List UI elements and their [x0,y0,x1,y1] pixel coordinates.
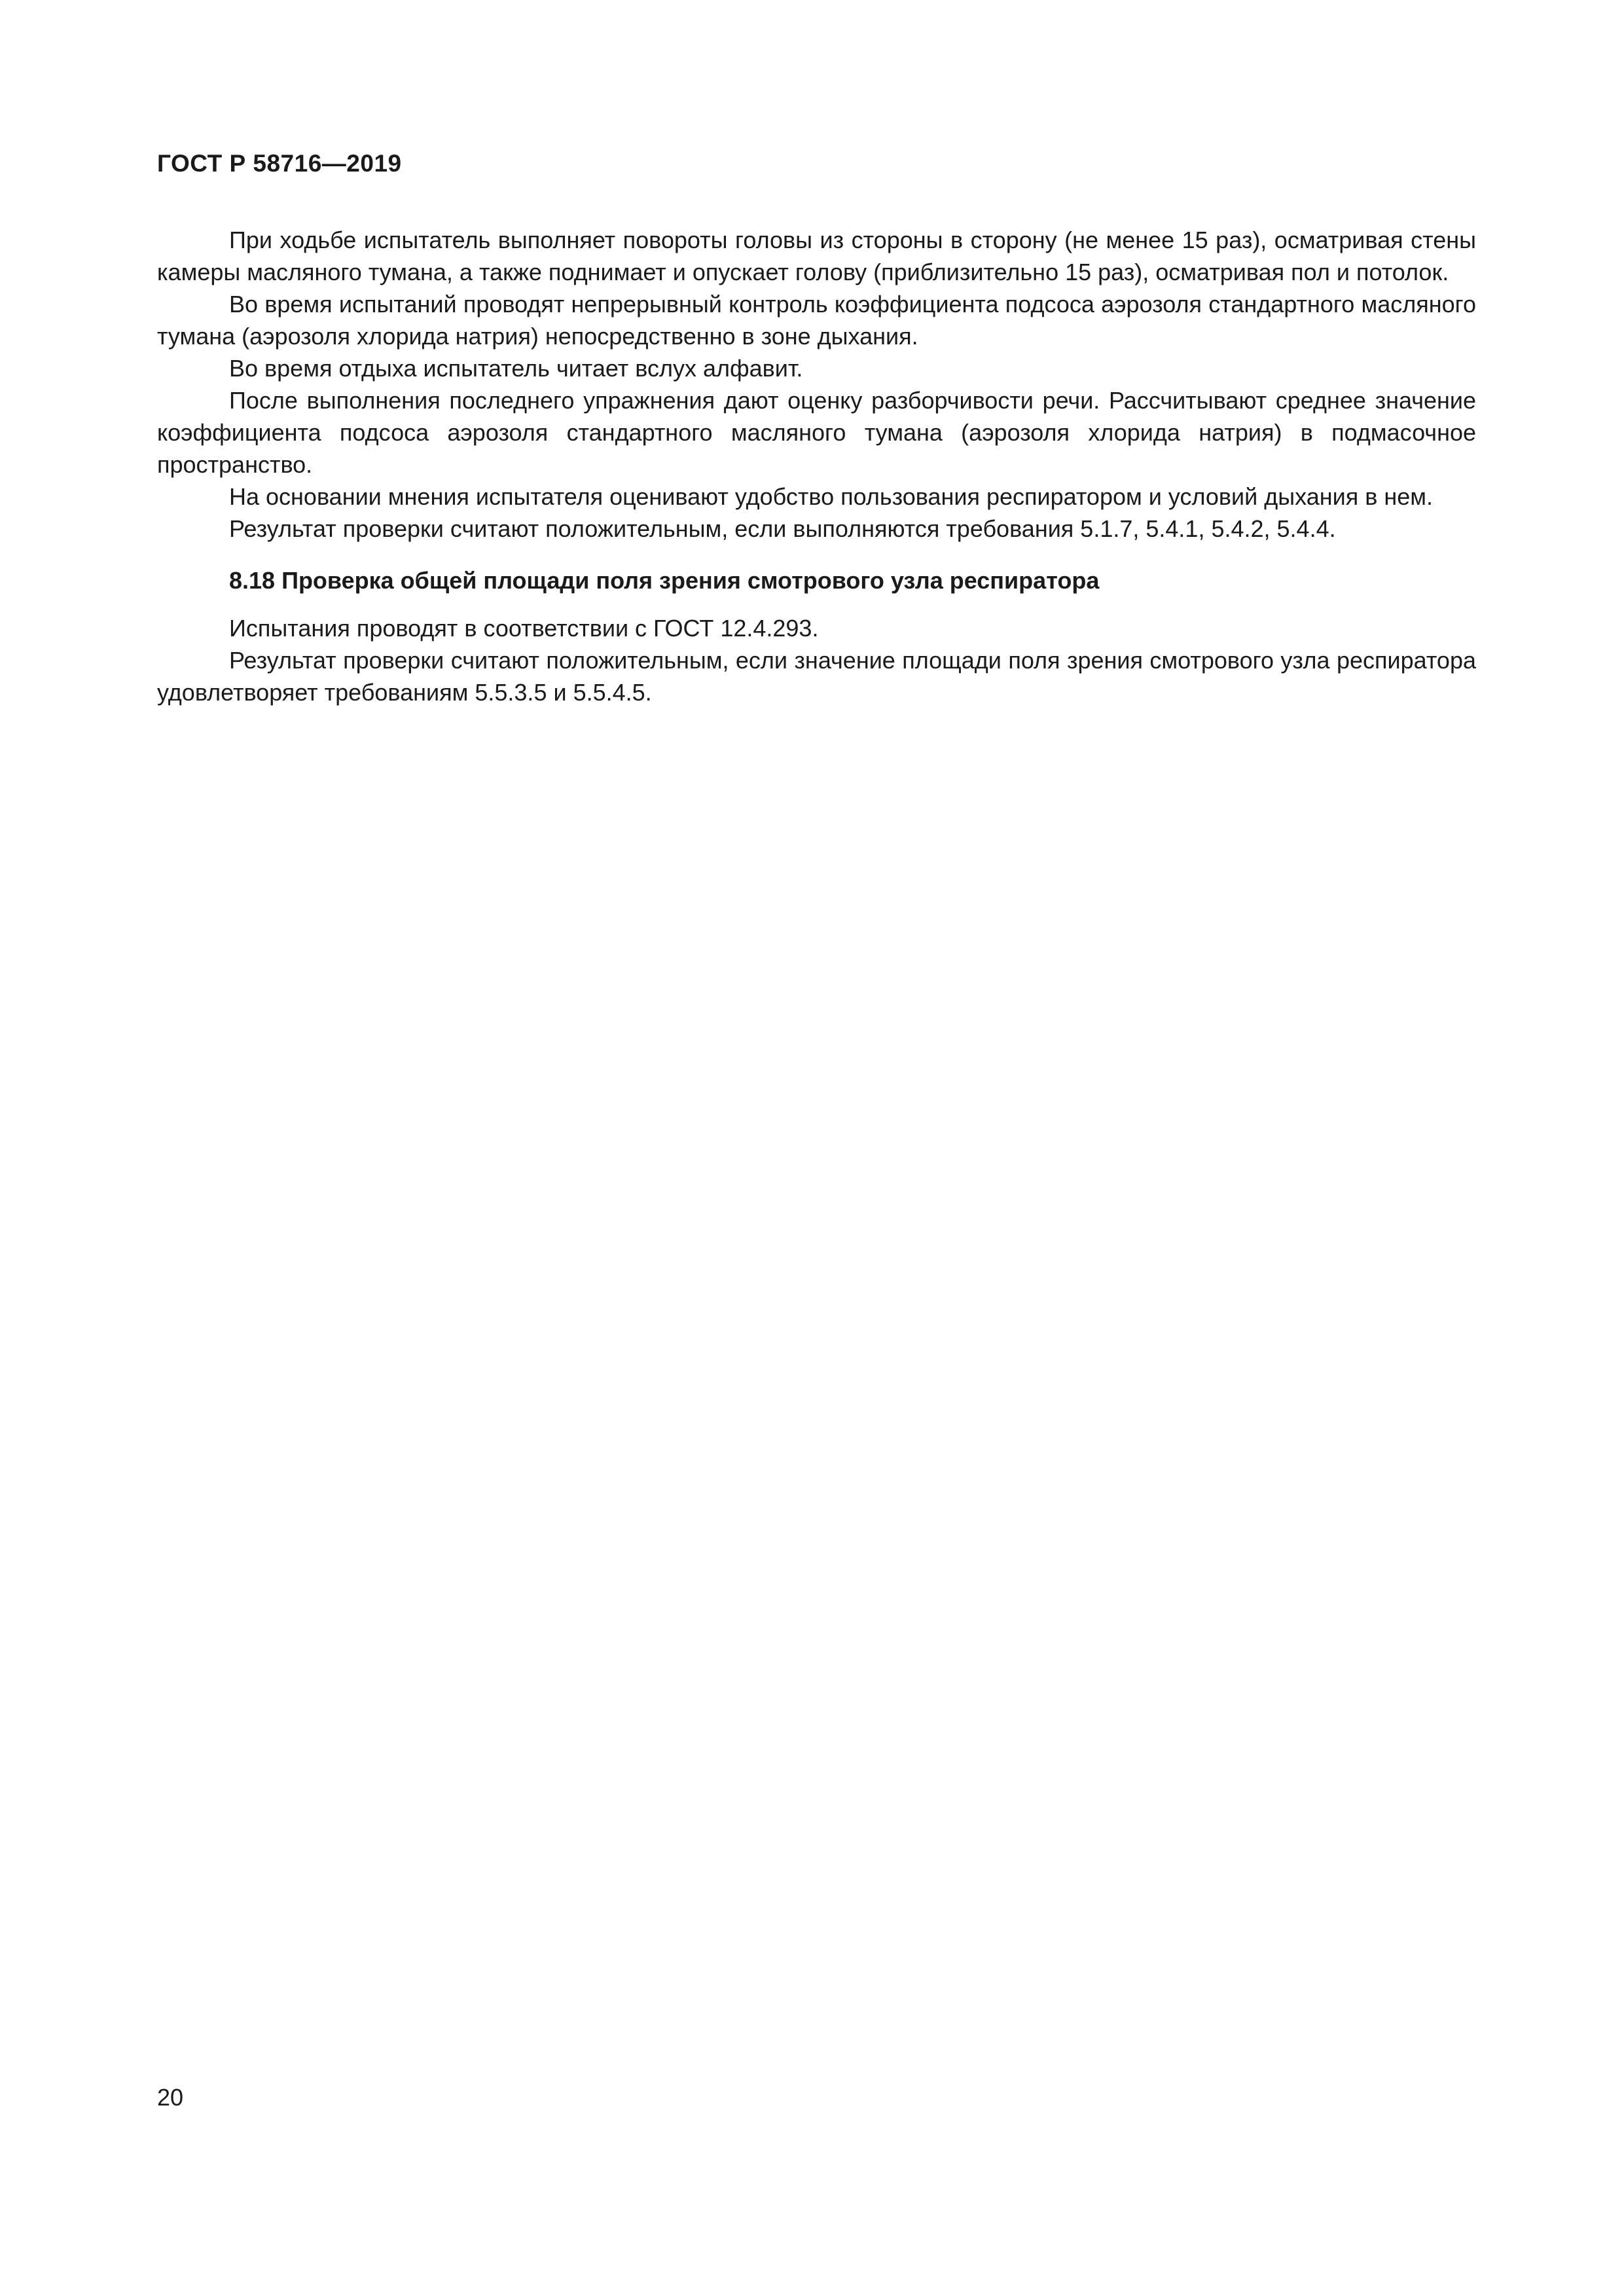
paragraph-continuous-control: Во время испытаний проводят непрерывный контроль коэффициента подсоса аэрозоля стандартного масляного тумана (аэрозоля хлорида натрия) непосредственно в зоне дыхания. [157,291,1476,350]
paragraph-speech-intelligibility: После выполнения последнего упражнения дают оценку разборчивости речи. Рассчитывают среднее значение коэффициента подсоса аэрозоля стандартного масляного тумана (аэрозоля хлорида натрия) в подмасочное пространство. [157,387,1476,478]
document-code-header: ГОСТ Р 58716—2019 [157,150,402,177]
page-number: 20 [157,2084,184,2111]
paragraph-rest-alphabet: Во время отдыха испытатель читает вслух алфавит. [229,355,803,382]
paragraph-result-requirements: Результат проверки считают положительным, если выполняются требования 5.1.7, 5.4.1, 5.4.2, 5.4.4. [229,515,1336,542]
paragraph-comfort-assessment: На основании мнения испытателя оценивают удобство пользования респиратором и условий дыхания в нем. [229,483,1433,510]
page-content [157,224,1476,708]
paragraph-test-standard: Испытания проводят в соответствии с ГОСТ 12.4.293. [229,615,819,642]
paragraph-walking-head-turns: При ходьбе испытатель выполняет повороты головы из стороны в сторону (не менее 15 раз), осматривая стены камеры масляного тумана, а также поднимает и опускает голову (приблизительно 15 раз), осматривая пол и потолок. [157,227,1476,285]
paragraph-field-of-view-result: Результат проверки считают положительным, если значение площади поля зрения смотрового узла респиратора удовлетворяет требованиям 5.5.3.5 и 5.5.4.5. [157,647,1476,706]
section-heading-8-18: 8.18 Проверка общей площади поля зрения смотрового узла респиратора [229,567,1100,594]
